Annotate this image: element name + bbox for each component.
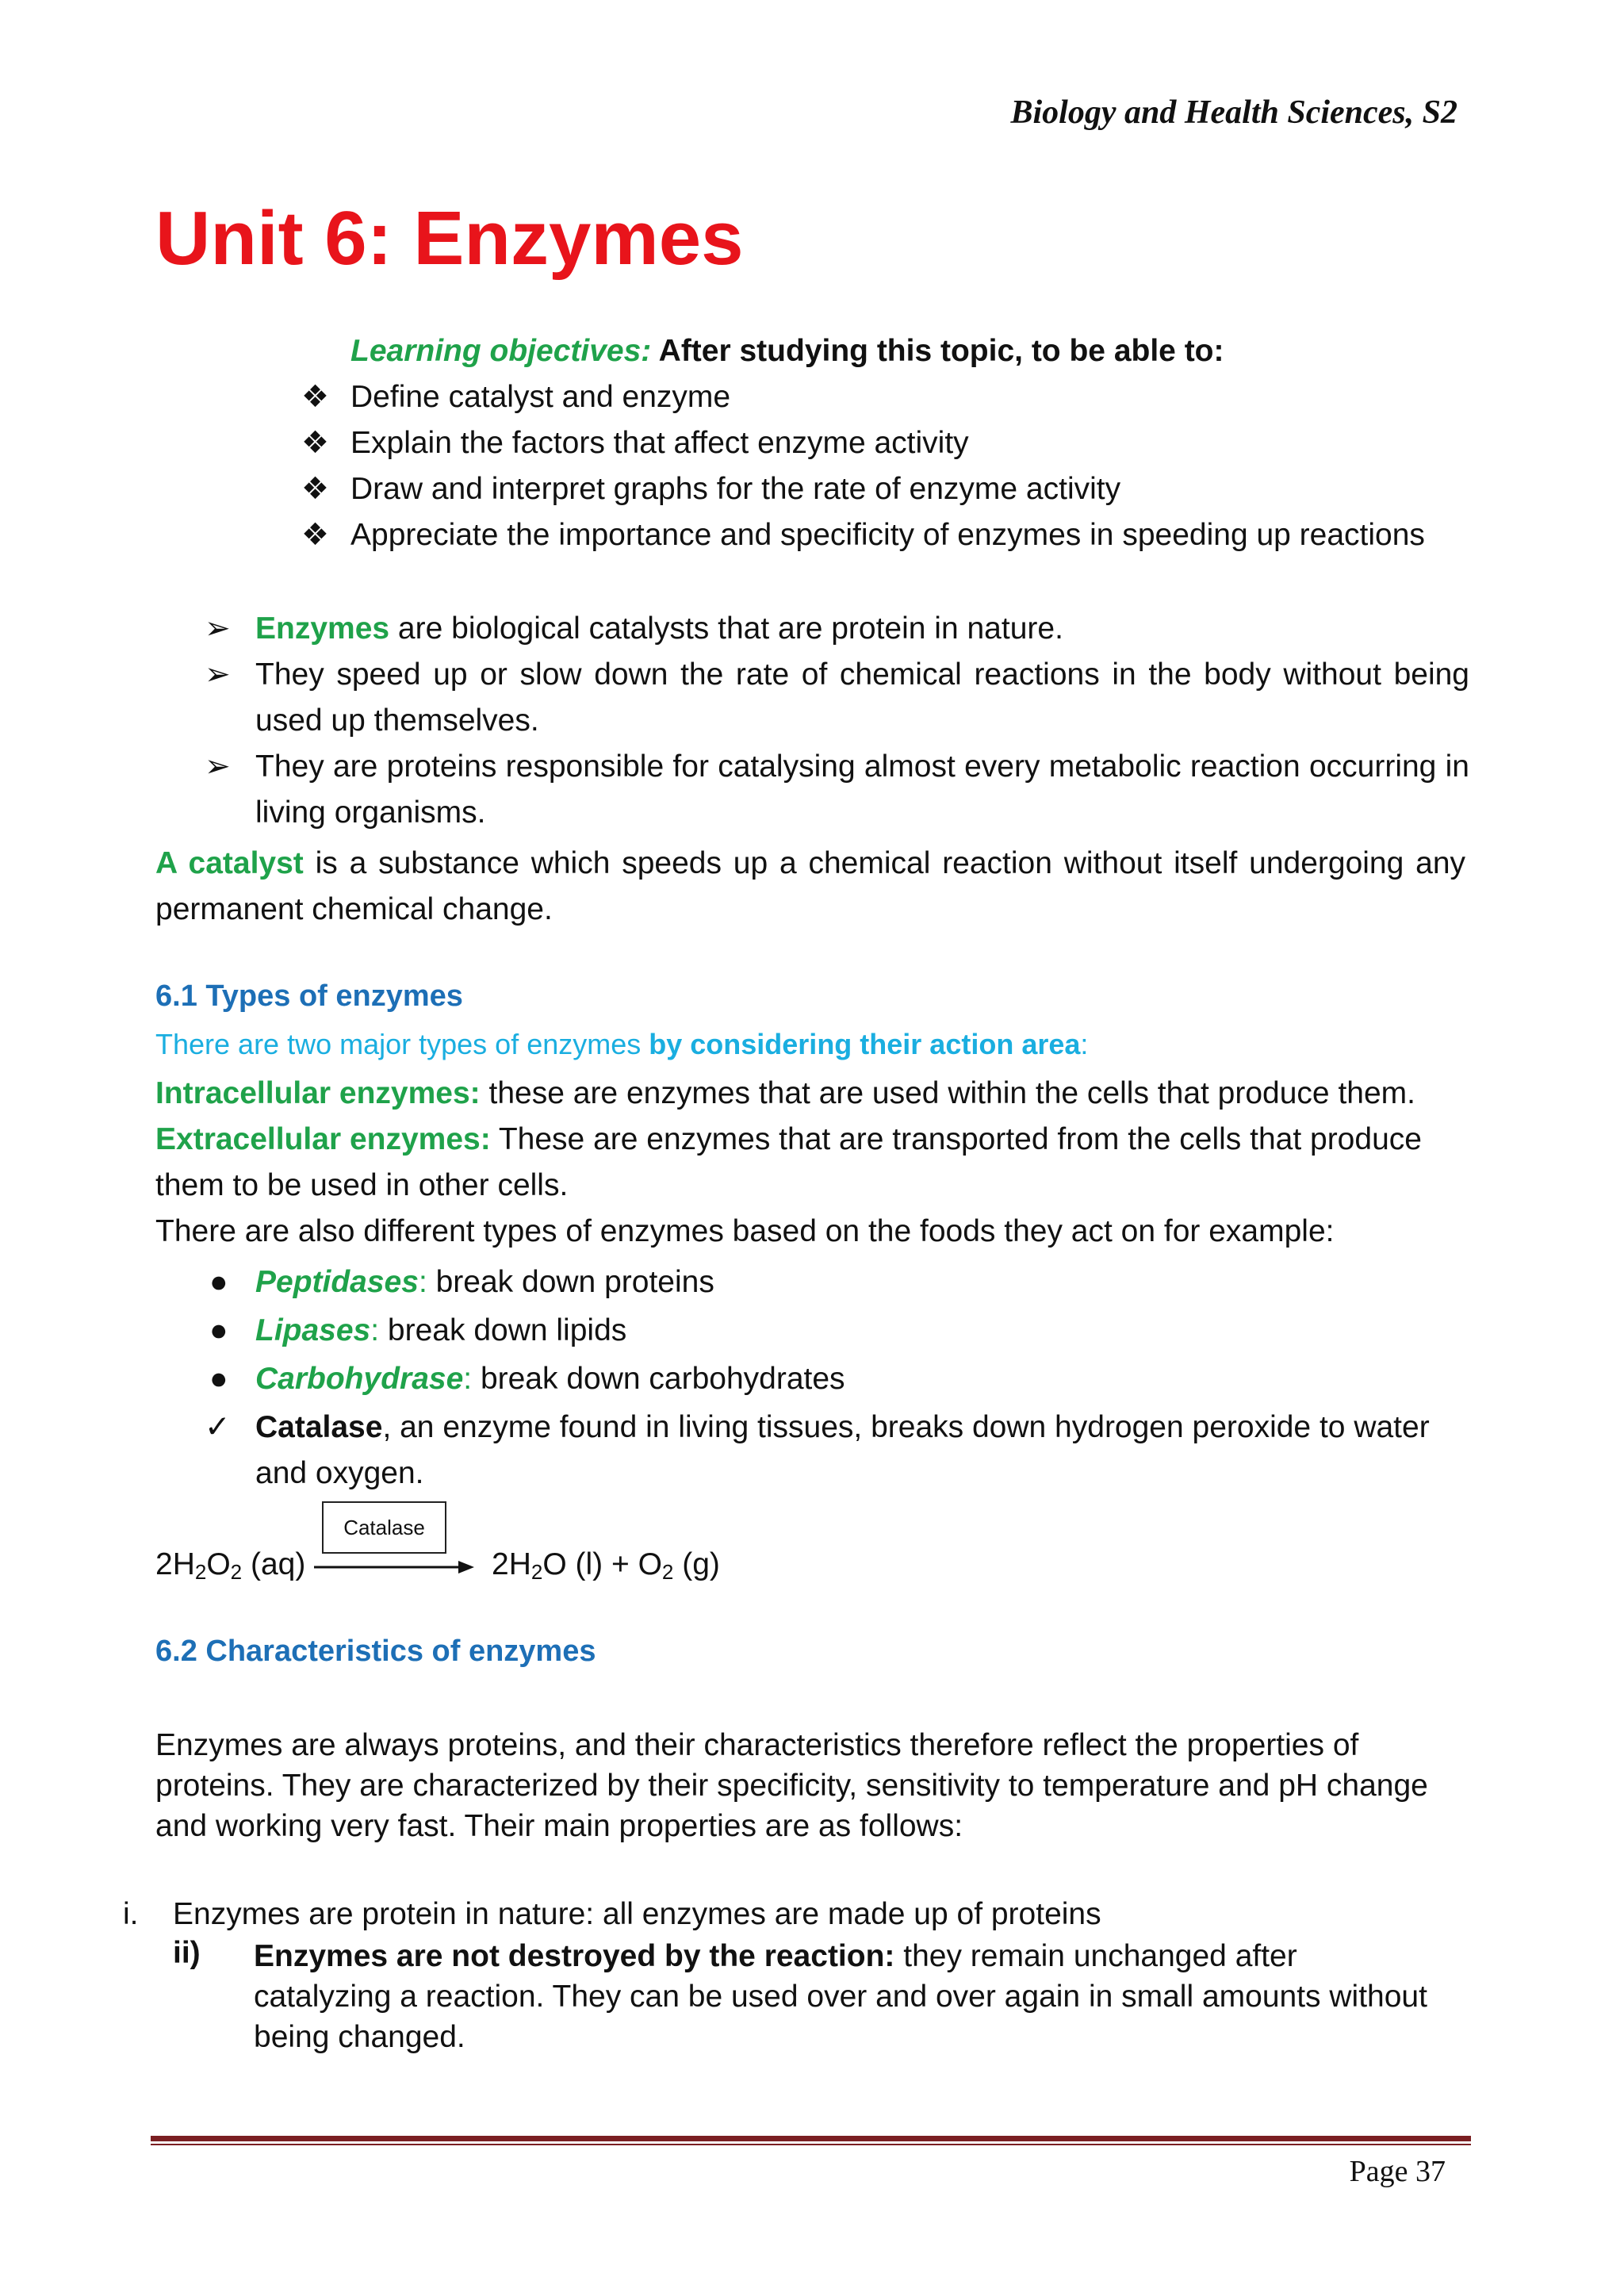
footer-rule — [151, 2136, 1471, 2141]
book-title-header: Biology and Health Sciences, S2 — [1010, 94, 1457, 131]
section-heading-6-1: 6.1 Types of enzymes — [155, 979, 463, 1013]
unit-title: Unit 6: Enzymes — [155, 196, 744, 281]
intracellular-def: Intracellular enzymes: these are enzymes that are used within the cells that produce them. — [155, 1076, 1415, 1110]
diamond-bullet-icon: ❖ — [301, 472, 329, 506]
extracellular-def: Extracellular enzymes: These are enzymes that are transported from the cells that produce them to be used in other cells. — [155, 1122, 1422, 1202]
list-item: ➢ Enzymes are biological catalysts that are protein in nature. — [205, 606, 1469, 652]
section-heading-6-2: 6.2 Characteristics of enzymes — [155, 1635, 596, 1668]
dot-bullet-icon: ● — [209, 1265, 228, 1299]
equation-lhs: $2H_2O_2$ (aq) — [155, 1547, 306, 1584]
diamond-bullet-icon: ❖ — [301, 426, 329, 460]
item-ii-text: Enzymes are not destroyed by the reaction: they remain unchanged after catalyzing a reaction. They can be used over and over again in small amounts without being changed. — [254, 1939, 1427, 2054]
item-i-text: Enzymes are protein in nature: all enzymes are made up of proteins — [173, 1897, 1101, 1931]
arrow-bullet-icon: ➢ — [205, 657, 231, 692]
characteristics-paragraph: Enzymes are always proteins, and their characteristics therefore reflect the properties of proteins. They are characterized by their specificity, sensitivity to temperature and pH change and working very fast. Their main properties are as follows: — [155, 1728, 1428, 1843]
arrow-bullet-icon: ➢ — [205, 611, 231, 646]
objectives-label: Learning objectives: — [350, 334, 652, 368]
item-i-marker: i. — [123, 1897, 139, 1931]
dot-bullet-icon: ● — [209, 1362, 228, 1396]
catalyst-definition: A catalyst is a substance which speeds up a chemical reaction without itself undergoing any permanent chemical change. — [155, 846, 1466, 926]
catalyst-box: Catalase — [322, 1501, 446, 1554]
diamond-bullet-icon: ❖ — [301, 380, 329, 414]
item-ii-marker: ii) — [173, 1936, 201, 1970]
list-item: ➢ They are proteins responsible for catalysing almost every metabolic reaction occurring in living organisms. — [205, 744, 1469, 836]
list-item: ❖ Draw and interpret graphs for the rate of enzyme activity — [301, 466, 1491, 512]
dot-bullet-icon: ● — [209, 1313, 228, 1347]
reaction-arrow-icon — [312, 1558, 479, 1577]
intro-bullets — [205, 606, 1469, 836]
list-item: ➢ They speed up or slow down the rate of chemical reactions in the body without being used up themselves. — [205, 652, 1469, 744]
objectives-intro: After studying this topic, to be able to: — [651, 334, 1224, 368]
checkmark-bullet-icon: ✓ — [205, 1410, 231, 1444]
types-lead: There are two major types of enzymes by considering their action area: — [155, 1028, 1089, 1060]
list-item: ● Peptidases: break down proteins — [205, 1259, 1469, 1308]
list-item: ❖ Define catalyst and enzyme — [301, 374, 1491, 420]
list-item: ❖ Explain the factors that affect enzyme activity — [301, 420, 1491, 466]
objectives-heading — [350, 328, 1224, 374]
list-item: ❖ Appreciate the importance and specificity of enzymes in speeding up reactions — [301, 512, 1491, 558]
enzyme-types — [155, 1071, 1472, 1255]
foods-intro: There are also different types of enzymes based on the foods they act on for example: — [155, 1214, 1335, 1248]
footer-rule-thin — [151, 2144, 1471, 2145]
page-number: Page 37 — [1349, 2155, 1446, 2188]
diamond-bullet-icon: ❖ — [301, 518, 329, 552]
list-item: ✓ Catalase, an enzyme found in living tissues, breaks down hydrogen peroxide to water and oxygen. — [205, 1405, 1469, 1497]
arrow-bullet-icon: ➢ — [205, 749, 231, 784]
objectives-list — [301, 374, 1491, 558]
food-enzymes-list — [205, 1259, 1469, 1497]
list-item: ● Carbohydrase: break down carbohydrates — [205, 1356, 1469, 1405]
list-item: ● Lipases: break down lipids — [205, 1308, 1469, 1356]
equation-rhs: $2H_2O$ $(l) + O_2$ (g) — [492, 1547, 720, 1584]
